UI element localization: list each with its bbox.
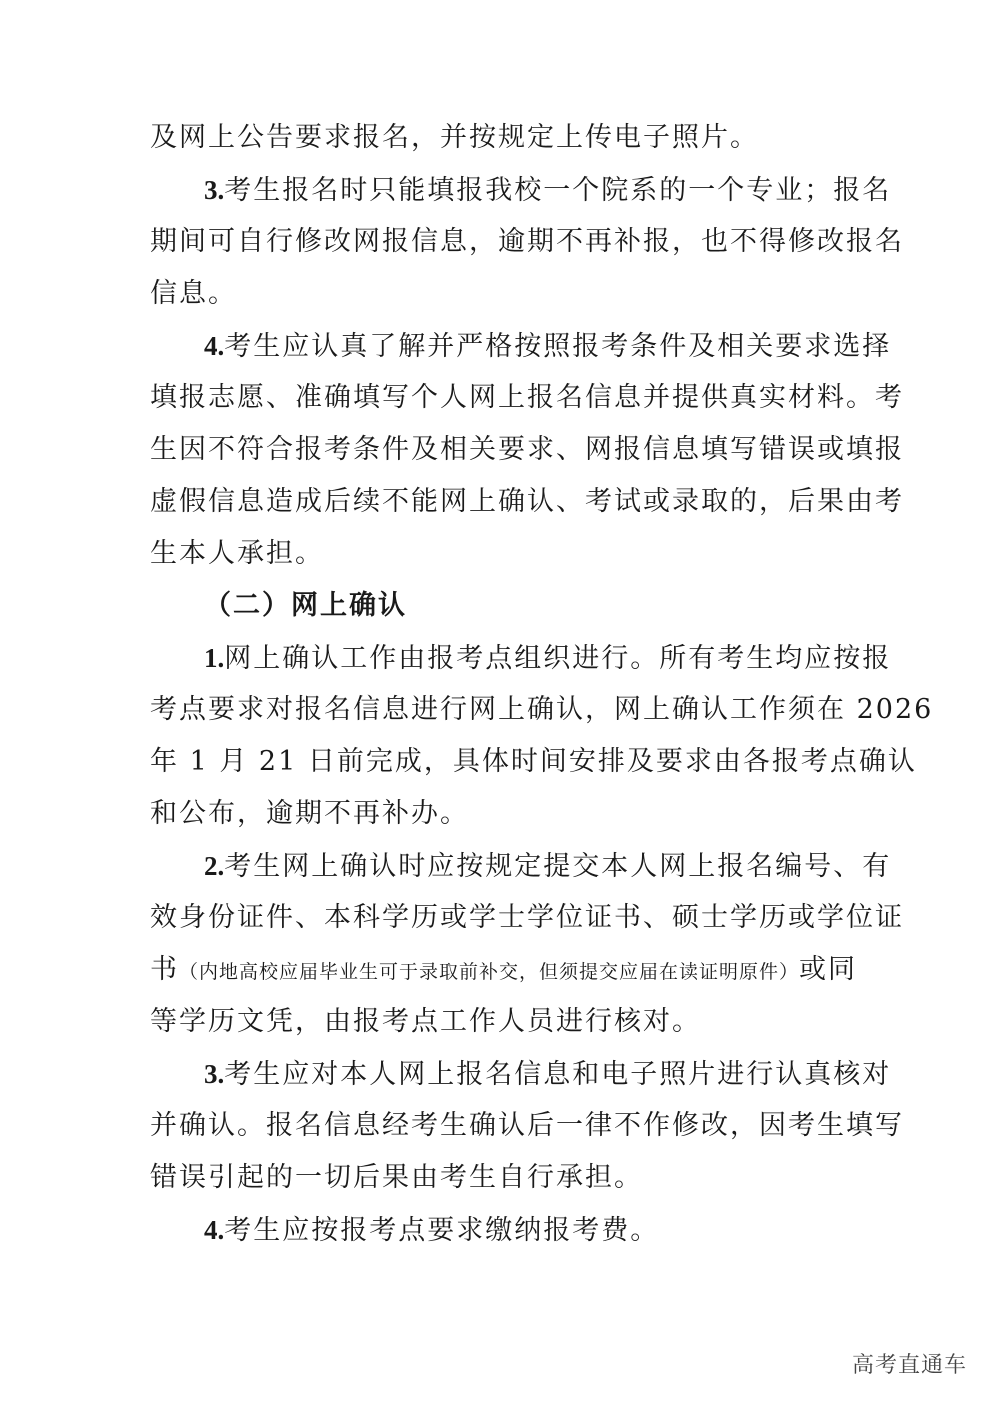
s2-item-1-line-2: 考点要求对报名信息进行网上确认，网上确认工作须在 2026 bbox=[150, 694, 934, 725]
s2-item-3-line-1: 3.考生应对本人网上报名信息和电子照片进行认真核对 bbox=[204, 1059, 892, 1090]
s2-item-3-line-2: 并确认。报名信息经考生确认后一律不作修改，因考生填写 bbox=[150, 1110, 904, 1141]
item-4-line-5: 生本人承担。 bbox=[150, 538, 324, 569]
item-4-line-4: 虚假信息造成后续不能网上确认、考试或录取的，后果由考 bbox=[150, 486, 904, 517]
item-number: 1. bbox=[204, 643, 225, 673]
watermark: 高考直通车 bbox=[852, 1353, 968, 1378]
item-4-line-1: 4.考生应认真了解并严格按照报考条件及相关要求选择 bbox=[204, 331, 892, 362]
item-3-line-2: 期间可自行修改网报信息，逾期不再补报，也不得修改报名 bbox=[150, 226, 904, 257]
item-3-line-3: 信息。 bbox=[150, 278, 237, 309]
item-4-line-3: 生因不符合报考条件及相关要求、网报信息填写错误或填报 bbox=[150, 434, 904, 465]
item-3-line-1: 3.考生报名时只能填报我校一个院系的一个专业；报名 bbox=[204, 175, 892, 206]
item-number: 3. bbox=[204, 175, 225, 205]
s2-item-2-line-2: 效身份证件、本科学历或学士学位证书、硕士学历或学位证 bbox=[150, 902, 904, 933]
s2-item-1-line-4: 和公布，逾期不再补办。 bbox=[150, 798, 469, 829]
item-4-line-2: 填报志愿、准确填写个人网上报名信息并提供真实材料。考 bbox=[150, 382, 904, 413]
s2-item-2-line-1: 2.考生网上确认时应按规定提交本人网上报名编号、有 bbox=[204, 851, 892, 882]
s2-item-2-line-3: 书（内地高校应届毕业生可于录取前补交，但须提交应届在读证明原件）或同 bbox=[150, 954, 858, 985]
s2-item-4-line-1: 4.考生应按报考点要求缴纳报考费。 bbox=[204, 1215, 660, 1246]
s2-item-1-line-1: 1.网上确认工作由报考点组织进行。所有考生均应按报 bbox=[204, 643, 892, 674]
s2-item-1-line-3: 年 1 月 21 日前完成，具体时间安排及要求由各报考点确认 bbox=[150, 746, 917, 777]
s2-item-2-line-4: 等学历文凭，由报考点工作人员进行核对。 bbox=[150, 1006, 701, 1037]
item-number: 2. bbox=[204, 851, 225, 881]
s2-item-3-line-3: 错误引起的一切后果由考生自行承担。 bbox=[150, 1162, 643, 1193]
item-number: 4. bbox=[204, 331, 225, 361]
section-heading: （二）网上确认 bbox=[204, 590, 407, 621]
item-number: 3. bbox=[204, 1059, 225, 1089]
item-number: 4. bbox=[204, 1215, 225, 1245]
parenthetical-note: （内地高校应届毕业生可于录取前补交，但须提交应届在读证明原件） bbox=[179, 961, 800, 983]
paragraph-line: 及网上公告要求报名，并按规定上传电子照片。 bbox=[150, 122, 759, 153]
